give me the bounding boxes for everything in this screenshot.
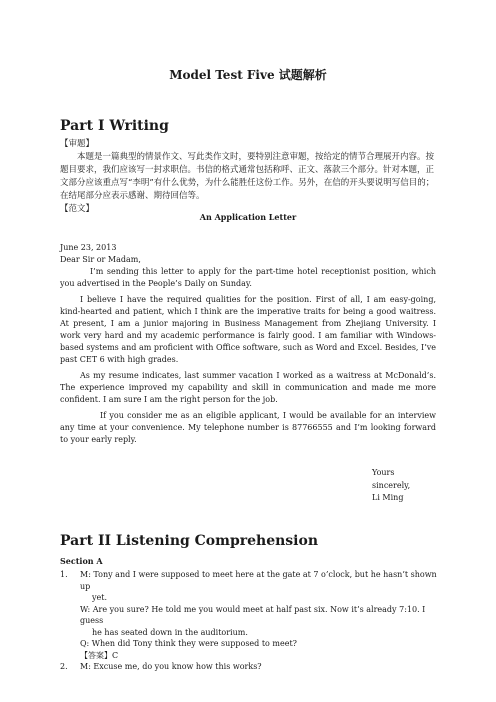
question-number: 2. xyxy=(60,662,68,671)
letter-paragraph: As my resume indicates, last summer vacation I worked as a waitress at McDonald’s. The experience improved my capability and skill in communication and made me more confident. I am sure I am the right person for the job. xyxy=(60,371,436,404)
question-number: 1. xyxy=(60,570,68,579)
dialogue-line-cont: yet. xyxy=(92,593,108,602)
review-text: 本题是一篇典型的情景作文、写此类作文时，要特别注意审题，按给定的情节合理展开内容。按题目要求，我们应该写一封求职信。书信的格式通常包括称呼、正文、落款三个部分。针对本题，正文部分应该重点写“李明”有什么优势，为什么能胜任这份工作。另外，在信的开头要说明写信目的；在结尾部分应表示感谢、期待回信等。 xyxy=(60,152,435,201)
dialogue-line: W: Are you sure? He told me you would meet at half past six. Now it’s already 7:10. I guess xyxy=(80,604,426,625)
part1-heading: Part I Writing xyxy=(60,118,169,134)
letter-body xyxy=(60,242,436,446)
closing-line: Yours xyxy=(372,468,395,477)
dialogue-line-cont: he has seated down in the auditorium. xyxy=(92,627,248,637)
answer-label: 【答案】C xyxy=(80,650,119,660)
letter-date: June 23, 2013 xyxy=(60,243,117,252)
letter-paragraph: I’m sending this letter to apply for the part-time hotel receptionist position, which you advertised in the People’s Daily on Sunday. xyxy=(60,267,436,288)
part2-heading: Part II Listening Comprehension xyxy=(60,533,319,549)
dialogue-line: M: Tony and I were supposed to meet here at the gate at 7 o’clock, but he hasn’t shown up xyxy=(80,570,437,591)
letter-title: An Application Letter xyxy=(199,212,297,222)
letter-paragraph: I believe I have the required qualities for the position. First of all, I am easy-going, kind-hearted and patient, which I think are the imperative traits for being a good waitress. At present, I am a junior majoring in Business Management from Zhejiang University. I work very hard and my academic performance is fairly good. I am familiar with Windows-based systems and am proficient with Office software, such as Word and Excel. Besides, I’ve past CET 6 with high grades. xyxy=(60,295,436,364)
question-line: Q: When did Tony think they were supposed to meet? xyxy=(80,639,297,648)
letter-signoff xyxy=(372,467,410,505)
letter-paragraph: If you consider me as an eligible applicant, I would be available for an interview any time at your convenience. My telephone number is 87766555 and I’m looking forward to your early reply. xyxy=(60,411,436,444)
letter-salutation: Dear Sir or Madam, xyxy=(60,255,141,264)
sample-label: 【范文】 xyxy=(60,204,95,214)
review-label: 【审题】 xyxy=(60,139,95,149)
section-label: Section A xyxy=(60,556,103,566)
question-1 xyxy=(60,569,440,673)
signature: Li Ming xyxy=(372,493,404,502)
dialogue-line: M: Excuse me, do you know how this works? xyxy=(80,662,262,671)
review-section xyxy=(60,138,440,216)
document-title: Model Test Five 试题解析 xyxy=(169,68,327,82)
closing-line: sincerely, xyxy=(372,480,411,490)
